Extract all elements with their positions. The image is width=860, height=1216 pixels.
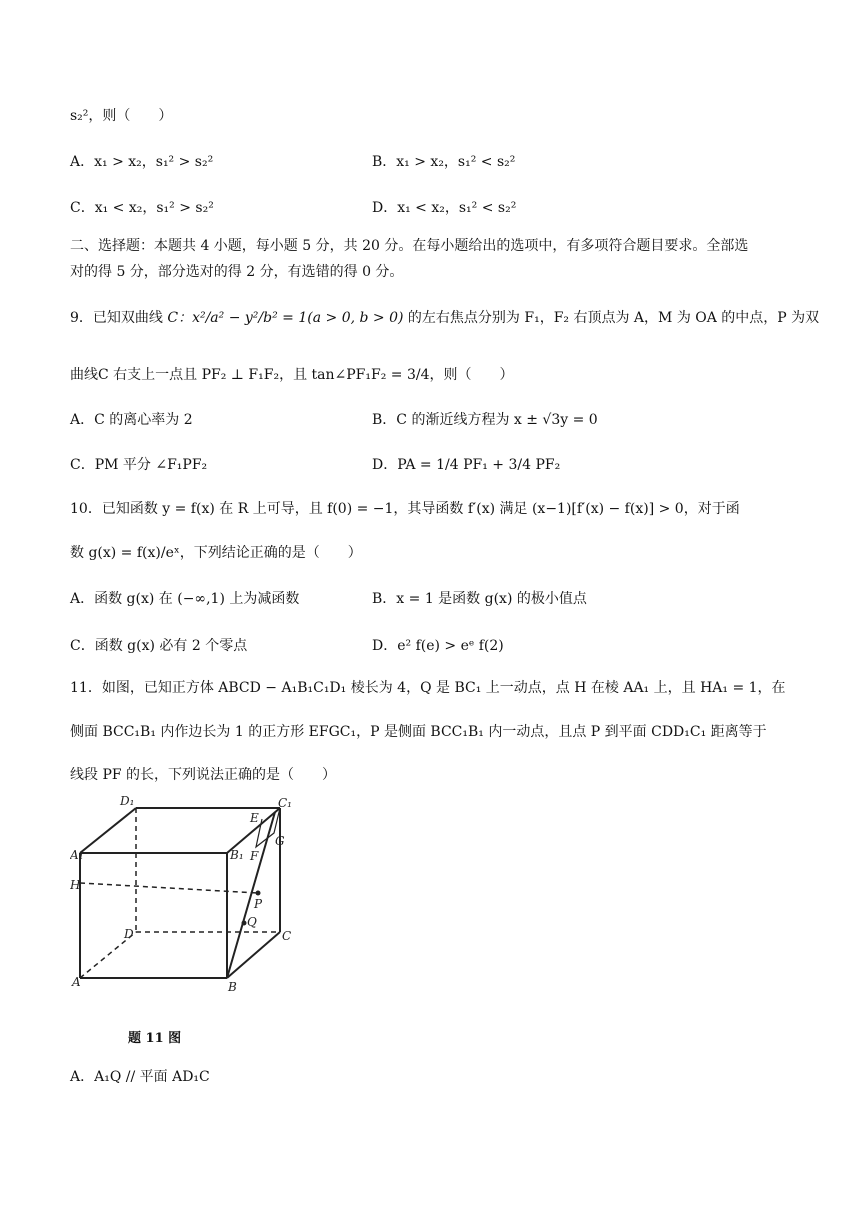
label-b: B xyxy=(228,980,237,994)
label-f: F xyxy=(250,849,259,863)
section-two-header-cont: 对的得 5 分，部分选对的得 2 分，有选错的得 0 分。 xyxy=(70,264,404,280)
q10-stem-line2: 数 g(x) = f(x)/eˣ，下列结论正确的是（ ） xyxy=(70,545,362,561)
label-b1: B₁ xyxy=(230,848,244,862)
figure-caption: 题 11 图 xyxy=(128,1031,182,1046)
q9-stem-a: 已知双曲线 xyxy=(92,310,163,326)
q9-option-c: C．PM 平分 ∠F₁PF₂ xyxy=(70,457,208,473)
q10-option-d: D．e² f(e) > eᵉ f(2) xyxy=(372,638,504,654)
q11-stem-line2: 侧面 BCC₁B₁ 内作边长为 1 的正方形 EFGC₁，P 是侧面 BCC₁B₁ 内一动点，且点 P 到平面 CDD₁C₁ 距离等于 xyxy=(70,724,767,740)
label-d: D xyxy=(124,927,134,941)
q10-stem: 10．已知函数 y = f(x) 在 R 上可导，且 f(0) = −1，其导函数 f′(x) 满足 (x−1)[f′(x) − f(x)] > 0，对于函 xyxy=(70,501,740,517)
q11-cube-figure xyxy=(70,795,300,1000)
q11-stem-line3: 线段 PF 的长，下列说法正确的是（ ） xyxy=(70,767,337,783)
label-h: H xyxy=(70,878,81,892)
label-p: P xyxy=(254,897,263,911)
q10-option-a: A．函数 g(x) 在 (−∞,1) 上为减函数 xyxy=(70,591,300,607)
q8-option-c: C．x₁ < x₂，s₁² > s₂² xyxy=(70,200,214,216)
q8-stem-tail: s₂²，则（ ） xyxy=(70,108,173,124)
label-a: A xyxy=(72,975,81,989)
q11-stem: 11．如图，已知正方体 ABCD − A₁B₁C₁D₁ 棱长为 4，Q 是 BC₁ 上一动点，点 H 在棱 AA₁ 上，且 HA₁ = 1，在 xyxy=(70,680,786,696)
q10-option-c: C．函数 g(x) 必有 2 个零点 xyxy=(70,638,248,654)
point-q xyxy=(242,921,247,926)
diagonal-bc1 xyxy=(227,812,275,978)
label-q: Q xyxy=(247,915,257,929)
q9-stem-b: 的左右焦点分别为 F₁，F₂ 右顶点为 A，M 为 OA 的中点，P 为双 xyxy=(407,310,820,326)
q8-option-d: D．x₁ < x₂，s₁² < s₂² xyxy=(372,200,517,216)
q9-stem-line2: 曲线C 右支上一点且 PF₂ ⊥ F₁F₂，且 tan∠PF₁F₂ = 3/4，则（ ） xyxy=(70,367,514,383)
label-c: C xyxy=(282,929,292,943)
section-two-header: 二、选择题：本题共 4 小题，每小题 5 分，共 20 分。在每小题给出的选项中，有多项符合题目要求。全部选 xyxy=(70,238,749,254)
label-c1: C₁ xyxy=(278,796,292,810)
q9-option-b: B．C 的渐近线方程为 x ± √3y = 0 xyxy=(372,412,598,428)
q11-option-a: A．A₁Q // 平面 AD₁C xyxy=(70,1069,210,1085)
label-g: G xyxy=(275,834,285,848)
q9-option-a: A．C 的离心率为 2 xyxy=(70,412,193,428)
q9-curve-equation: C：x²/a² − y²/b² = 1(a > 0, b > 0) xyxy=(167,310,404,326)
label-a1: A₁ xyxy=(70,848,84,862)
edge-bc xyxy=(227,932,280,978)
edge-a1d1 xyxy=(80,808,136,853)
label-e: E xyxy=(250,811,259,825)
point-p xyxy=(256,891,261,896)
q9-stem xyxy=(70,308,819,328)
q8-option-a: A．x₁ > x₂，s₁² > s₂² xyxy=(70,154,214,170)
q10-option-b: B．x = 1 是函数 g(x) 的极小值点 xyxy=(372,591,587,607)
segment-hp xyxy=(80,883,258,893)
q9-option-d: D．PA = 1/4 PF₁ + 3/4 PF₂ xyxy=(372,457,561,473)
q9-number: 9． xyxy=(70,310,93,326)
label-d1: D₁ xyxy=(120,795,135,808)
q8-option-b: B．x₁ > x₂，s₁² < s₂² xyxy=(372,154,516,170)
